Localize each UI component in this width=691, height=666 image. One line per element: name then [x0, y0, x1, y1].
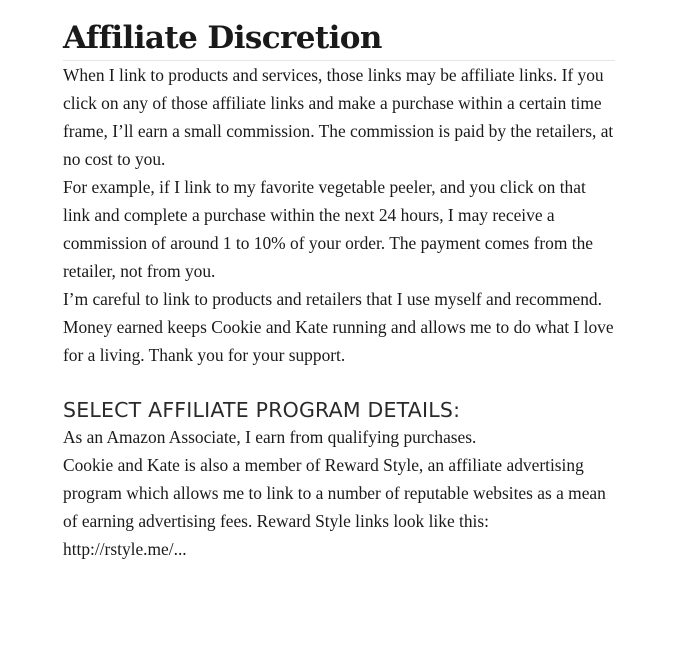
paragraph-affiliate-links: When I link to products and services, those links may be affiliate links. If you click on any of those affiliate links and make a purchase within a certain time frame, I’ll earn a small commission. The commission is paid by the retailers, at no cost to you. — [63, 65, 614, 169]
paragraph-careful: I’m careful to link to products and retailers that I use myself and recommend. Money earned keeps Cookie and Kate running and allows me to do what I love for a living. Thank you for your support. — [63, 289, 614, 365]
paragraph-example: For example, if I link to my favorite vegetable peeler, and you click on that link and complete a purchase within the next 24 hours, I may receive a commission of around 1 to 10% of your order. The payment comes from the retailer, not from you. — [63, 177, 593, 281]
section-heading: SELECT AFFILIATE PROGRAM DETAILS: — [63, 398, 461, 422]
paragraph-reward-style: Cookie and Kate is also a member of Reward Style, an affiliate advertising program which allows me to link to a number of reputable websites as a mean of earning advertising fees. Reward Style links look like this: http://rstyle.me/... — [63, 455, 606, 559]
article-content — [63, 18, 615, 563]
paragraph-amazon: As an Amazon Associate, I earn from qualifying purchases. — [63, 427, 477, 447]
page-title: Affiliate Discretion — [63, 18, 615, 61]
